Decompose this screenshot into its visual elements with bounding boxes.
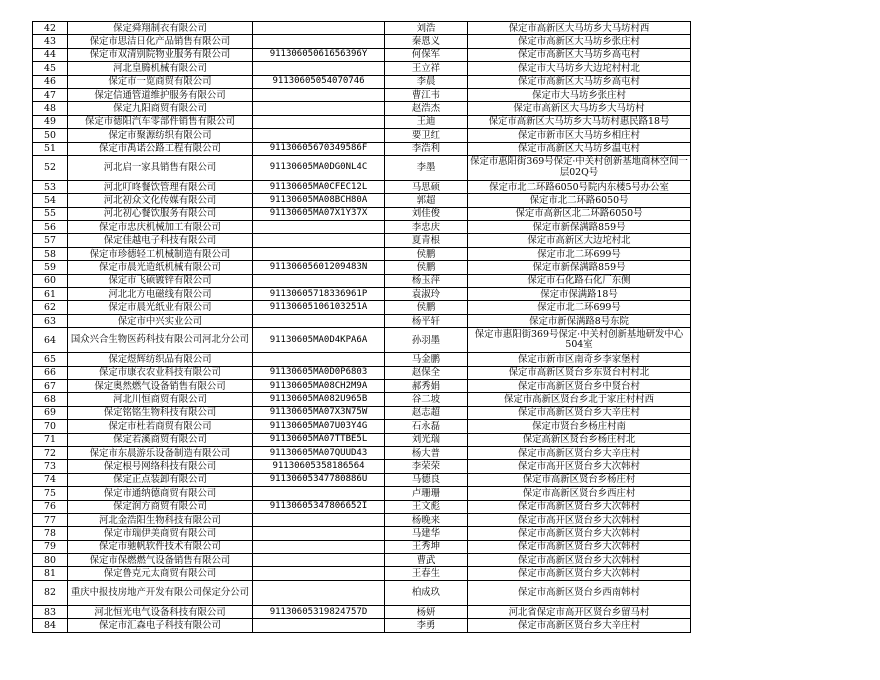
- row-number-cell: 79: [33, 540, 68, 553]
- table-row: [33, 62, 691, 75]
- contact-person-cell: 赵志超: [385, 406, 468, 419]
- credit-code-cell: 91130605MA07QUUD43: [253, 446, 385, 459]
- address-cell: 保定市高开区贤台乡大次韩村: [468, 513, 691, 526]
- company-name-cell: 保定市通纳德商贸有限公司: [68, 487, 253, 500]
- credit-code-cell: [253, 129, 385, 142]
- row-number-cell: 74: [33, 473, 68, 486]
- address-cell: 保定市高新区贤台乡大辛庄村: [468, 619, 691, 632]
- row-number-cell: 83: [33, 605, 68, 618]
- company-name-cell: 国众兴合生物医药科技有限公司河北分公司: [68, 328, 253, 353]
- row-number-cell: 62: [33, 301, 68, 314]
- address-cell: 保定市新保满路859号: [468, 221, 691, 234]
- address-cell: 保定市新市区南奇乡李家堡村: [468, 353, 691, 366]
- contact-person-cell: 孙羽墨: [385, 328, 468, 353]
- table-row: [33, 301, 691, 314]
- table-row: [33, 366, 691, 379]
- credit-code-cell: 91130605347806652I: [253, 500, 385, 513]
- table-row: [33, 194, 691, 207]
- contact-person-cell: 侯鹏: [385, 301, 468, 314]
- table-row: [33, 234, 691, 247]
- table-row: [33, 115, 691, 128]
- credit-code-cell: 91130605MA08CH2M9A: [253, 379, 385, 392]
- row-number-cell: 57: [33, 234, 68, 247]
- contact-person-cell: 马思硕: [385, 180, 468, 193]
- address-cell: 河北省保定市高开区贤台乡留马村: [468, 605, 691, 618]
- company-name-cell: 保定根号网络科技有限公司: [68, 460, 253, 473]
- table-row: [33, 75, 691, 88]
- credit-code-cell: [253, 540, 385, 553]
- company-name-cell: 河北启一家具销售有限公司: [68, 155, 253, 180]
- address-cell: 保定市高新区贤台乡大次韩村: [468, 500, 691, 513]
- table-row: [33, 274, 691, 287]
- row-number-cell: 63: [33, 314, 68, 327]
- credit-code-cell: [253, 35, 385, 48]
- credit-code-cell: [253, 221, 385, 234]
- row-number-cell: 53: [33, 180, 68, 193]
- row-number-cell: 72: [33, 446, 68, 459]
- company-name-cell: 保定市双清别院物业服务有限公司: [68, 48, 253, 61]
- address-cell: 保定市高新区北二环路6050号: [468, 207, 691, 220]
- address-cell: 保定市高新区贤台乡杨庄村: [468, 473, 691, 486]
- table-row: [33, 554, 691, 567]
- credit-code-cell: 91130605MA07X1Y37X: [253, 207, 385, 220]
- company-name-cell: 保定市忠庆机械加工有限公司: [68, 221, 253, 234]
- table-row: [33, 155, 691, 180]
- company-name-cell: 河北皇腾机械有限公司: [68, 62, 253, 75]
- company-name-cell: 河北金浩阳生物科技有限公司: [68, 513, 253, 526]
- row-number-cell: 61: [33, 288, 68, 301]
- address-cell: 保定市高新区大边坨村北: [468, 234, 691, 247]
- table-row: [33, 393, 691, 406]
- company-name-cell: 保定正点装卸有限公司: [68, 473, 253, 486]
- contact-person-cell: 李勇: [385, 619, 468, 632]
- row-number-cell: 60: [33, 274, 68, 287]
- address-cell: 保定市惠阳街369号保定·中关村创新基地研发中心504室: [468, 328, 691, 353]
- company-name-cell: 保定市思洁日化产品销售有限公司: [68, 35, 253, 48]
- row-number-cell: 82: [33, 580, 68, 605]
- row-number-cell: 81: [33, 567, 68, 580]
- address-cell: 保定市高新区贤台乡大次韩村: [468, 527, 691, 540]
- address-cell: 保定市高新区大马坊乡大马坊村: [468, 102, 691, 115]
- row-number-cell: 75: [33, 487, 68, 500]
- row-number-cell: 49: [33, 115, 68, 128]
- credit-code-cell: 91130605MA0D0P6803: [253, 366, 385, 379]
- company-name-cell: 保定信通管道维护服务有限公司: [68, 88, 253, 101]
- company-name-cell: 河北川恒商贸有限公司: [68, 393, 253, 406]
- contact-person-cell: 袁淑玲: [385, 288, 468, 301]
- credit-code-cell: [253, 247, 385, 260]
- contact-person-cell: 马德良: [385, 473, 468, 486]
- row-number-cell: 70: [33, 420, 68, 433]
- row-number-cell: 45: [33, 62, 68, 75]
- table-body: [33, 22, 691, 633]
- contact-person-cell: 李浩利: [385, 142, 468, 155]
- table-row: [33, 513, 691, 526]
- address-cell: 保定市高新区大马坊乡高屯村: [468, 48, 691, 61]
- address-cell: 保定市高新区贤台乡大辛庄村: [468, 446, 691, 459]
- address-cell: 保定市保满路18号: [468, 288, 691, 301]
- contact-person-cell: 卢珊珊: [385, 487, 468, 500]
- row-number-cell: 65: [33, 353, 68, 366]
- credit-code-cell: [253, 580, 385, 605]
- credit-code-cell: 91130605MA07TTBE5L: [253, 433, 385, 446]
- credit-code-cell: [253, 353, 385, 366]
- credit-code-cell: 91130605670349586F: [253, 142, 385, 155]
- credit-code-cell: [253, 274, 385, 287]
- contact-person-cell: 王秀坤: [385, 540, 468, 553]
- contact-person-cell: 赵浩杰: [385, 102, 468, 115]
- table-row: [33, 567, 691, 580]
- address-cell: 保定市北二环699号: [468, 301, 691, 314]
- address-cell: 保定市北二环路6050号院内东楼5号办公室: [468, 180, 691, 193]
- address-cell: 保定市高新区大马坊乡大马坊村惠民路18号: [468, 115, 691, 128]
- credit-code-cell: 91130605MA07U03Y4G: [253, 420, 385, 433]
- company-name-cell: 保定市东晨游乐设备制造有限公司: [68, 446, 253, 459]
- row-number-cell: 56: [33, 221, 68, 234]
- row-number-cell: 84: [33, 619, 68, 632]
- row-number-cell: 73: [33, 460, 68, 473]
- contact-person-cell: 柏成玖: [385, 580, 468, 605]
- company-name-cell: 保定市晨光造纸机械有限公司: [68, 261, 253, 274]
- credit-code-cell: [253, 619, 385, 632]
- company-name-cell: 保定市晨光纸业有限公司: [68, 301, 253, 314]
- table-row: [33, 446, 691, 459]
- address-cell: 保定市高新区大马坊乡温屯村: [468, 142, 691, 155]
- contact-person-cell: 王春生: [385, 567, 468, 580]
- contact-person-cell: 杨玉萍: [385, 274, 468, 287]
- table-row: [33, 261, 691, 274]
- contact-person-cell: 秦恩义: [385, 35, 468, 48]
- table-row: [33, 353, 691, 366]
- credit-code-cell: 91130605MA07X3N75W: [253, 406, 385, 419]
- company-name-cell: 河北初众文化传媒有限公司: [68, 194, 253, 207]
- contact-person-cell: 刘佳俊: [385, 207, 468, 220]
- credit-code-cell: 91130605358186564: [253, 460, 385, 473]
- address-cell: 保定市大马坊乡张庄村: [468, 88, 691, 101]
- company-name-cell: 河北叮咚餐饮管理有限公司: [68, 180, 253, 193]
- row-number-cell: 78: [33, 527, 68, 540]
- credit-code-cell: [253, 88, 385, 101]
- row-number-cell: 48: [33, 102, 68, 115]
- company-name-cell: 保定市杜若商贸有限公司: [68, 420, 253, 433]
- table-row: [33, 247, 691, 260]
- row-number-cell: 64: [33, 328, 68, 353]
- address-cell: 保定市高新区贤台乡大辛庄村: [468, 406, 691, 419]
- table-row: [33, 460, 691, 473]
- company-name-cell: 保定市瑞伊美商贸有限公司: [68, 527, 253, 540]
- company-name-cell: 保定市汇森电子科技有限公司: [68, 619, 253, 632]
- table-row: [33, 22, 691, 35]
- address-cell: 保定市新市区大马坊乡相庄村: [468, 129, 691, 142]
- table-row: [33, 406, 691, 419]
- credit-code-cell: [253, 513, 385, 526]
- row-number-cell: 76: [33, 500, 68, 513]
- row-number-cell: 52: [33, 155, 68, 180]
- credit-code-cell: [253, 62, 385, 75]
- row-number-cell: 55: [33, 207, 68, 220]
- contact-person-cell: 谷二坡: [385, 393, 468, 406]
- table-row: [33, 314, 691, 327]
- table-row: [33, 540, 691, 553]
- credit-code-cell: 91130605601209483N: [253, 261, 385, 274]
- contact-person-cell: 王文彪: [385, 500, 468, 513]
- row-number-cell: 80: [33, 554, 68, 567]
- company-name-cell: 保定鲁克元太商贸有限公司: [68, 567, 253, 580]
- company-name-cell: 保定煜辉纺织品有限公司: [68, 353, 253, 366]
- table-row: [33, 288, 691, 301]
- contact-person-cell: 杨大普: [385, 446, 468, 459]
- company-name-cell: 河北初心餐饮服务有限公司: [68, 207, 253, 220]
- credit-code-cell: 91130605347780886U: [253, 473, 385, 486]
- table-row: [33, 433, 691, 446]
- contact-person-cell: 刘浩: [385, 22, 468, 35]
- contact-person-cell: 郭超: [385, 194, 468, 207]
- address-cell: 保定市高新区大马坊乡大马坊村西: [468, 22, 691, 35]
- company-name-cell: 保定舜翔制衣有限公司: [68, 22, 253, 35]
- table-row: [33, 180, 691, 193]
- credit-code-cell: [253, 22, 385, 35]
- credit-code-cell: 91130605106103251A: [253, 301, 385, 314]
- company-name-cell: 保定九阳商贸有限公司: [68, 102, 253, 115]
- row-number-cell: 68: [33, 393, 68, 406]
- company-name-cell: 保定市德阳汽车零部件销售有限公司: [68, 115, 253, 128]
- credit-code-cell: [253, 487, 385, 500]
- company-name-cell: 保定市保燃燃气设备销售有限公司: [68, 554, 253, 567]
- contact-person-cell: 杨晚来: [385, 513, 468, 526]
- contact-person-cell: 石永磊: [385, 420, 468, 433]
- row-number-cell: 50: [33, 129, 68, 142]
- contact-person-cell: 李晨: [385, 75, 468, 88]
- row-number-cell: 58: [33, 247, 68, 260]
- contact-person-cell: 赵保全: [385, 366, 468, 379]
- contact-person-cell: 马建华: [385, 527, 468, 540]
- credit-code-cell: 91130605MA082U965B: [253, 393, 385, 406]
- table-row: [33, 379, 691, 392]
- row-number-cell: 66: [33, 366, 68, 379]
- credit-code-cell: 91130605054070746: [253, 75, 385, 88]
- table-row: [33, 500, 691, 513]
- company-name-cell: 保定润方商贸有限公司: [68, 500, 253, 513]
- address-cell: 保定市新保满路859号: [468, 261, 691, 274]
- company-name-cell: 重庆中报技房地产开发有限公司保定分公司: [68, 580, 253, 605]
- contact-person-cell: 要卫红: [385, 129, 468, 142]
- row-number-cell: 54: [33, 194, 68, 207]
- contact-person-cell: 曹武: [385, 554, 468, 567]
- table-row: [33, 527, 691, 540]
- row-number-cell: 47: [33, 88, 68, 101]
- row-number-cell: 51: [33, 142, 68, 155]
- table-row: [33, 605, 691, 618]
- address-cell: 保定市高新区大马坊乡张庄村: [468, 35, 691, 48]
- address-cell: 保定市高新区贤台乡东贤台村村北: [468, 366, 691, 379]
- address-cell: 保定市石化路石化厂东侧: [468, 274, 691, 287]
- address-cell: 保定市新保满路8号东院: [468, 314, 691, 327]
- address-cell: 保定市北二环路6050号: [468, 194, 691, 207]
- company-name-cell: 保定市飞硕镀锌有限公司: [68, 274, 253, 287]
- row-number-cell: 59: [33, 261, 68, 274]
- contact-person-cell: 马金鹏: [385, 353, 468, 366]
- contact-person-cell: 李荣荣: [385, 460, 468, 473]
- row-number-cell: 44: [33, 48, 68, 61]
- row-number-cell: 67: [33, 379, 68, 392]
- company-name-cell: 保定铭铭生物科技有限公司: [68, 406, 253, 419]
- credit-code-cell: 91130605MA0CFEC12L: [253, 180, 385, 193]
- contact-person-cell: 李忠庆: [385, 221, 468, 234]
- table-row: [33, 420, 691, 433]
- company-name-cell: 保定市中兴实业公司: [68, 314, 253, 327]
- table-row: [33, 221, 691, 234]
- table-row: [33, 35, 691, 48]
- table-row: [33, 102, 691, 115]
- contact-person-cell: 夏青根: [385, 234, 468, 247]
- company-name-cell: 保定奥然燃气设备销售有限公司: [68, 379, 253, 392]
- table-row: [33, 142, 691, 155]
- address-cell: 保定市高新区贤台乡北于家庄村村西: [468, 393, 691, 406]
- address-cell: 保定市高新区贤台乡西庄村: [468, 487, 691, 500]
- company-name-cell: 河北恒光电气设备科技有限公司: [68, 605, 253, 618]
- address-cell: 保定市高开区贤台乡大次韩村: [468, 460, 691, 473]
- address-cell: 保定高新区贤台乡杨庄村北: [468, 433, 691, 446]
- table-row: [33, 48, 691, 61]
- row-number-cell: 69: [33, 406, 68, 419]
- address-cell: 保定市高新区贤台乡西南韩村: [468, 580, 691, 605]
- contact-person-cell: 郝秀娟: [385, 379, 468, 392]
- table-row: [33, 580, 691, 605]
- address-cell: 保定市北二环699号: [468, 247, 691, 260]
- table-row: [33, 207, 691, 220]
- credit-code-cell: 91130605MA0D4KPA6A: [253, 328, 385, 353]
- contact-person-cell: 杨妍: [385, 605, 468, 618]
- credit-code-cell: [253, 527, 385, 540]
- address-cell: 保定市高新区贤台乡大次韩村: [468, 567, 691, 580]
- credit-code-cell: 91130605061656396Y: [253, 48, 385, 61]
- credit-code-cell: 91130605718336961P: [253, 288, 385, 301]
- credit-code-cell: [253, 314, 385, 327]
- company-name-cell: 保定市驰帆软件技术有限公司: [68, 540, 253, 553]
- contact-person-cell: 何保军: [385, 48, 468, 61]
- credit-code-cell: 91130605319824757D: [253, 605, 385, 618]
- table-row: [33, 619, 691, 632]
- row-number-cell: 42: [33, 22, 68, 35]
- table-row: [33, 328, 691, 353]
- row-number-cell: 77: [33, 513, 68, 526]
- credit-code-cell: 91130605MA0DG0NL4C: [253, 155, 385, 180]
- address-cell: 保定市惠阳街369号保定·中关村创新基地商林空间一层02Q号: [468, 155, 691, 180]
- company-name-cell: 河北北方电磁线有限公司: [68, 288, 253, 301]
- contact-person-cell: 刘光瑞: [385, 433, 468, 446]
- contact-person-cell: 王迪: [385, 115, 468, 128]
- contact-person-cell: 王立祥: [385, 62, 468, 75]
- company-name-cell: 保定市一览商贸有限公司: [68, 75, 253, 88]
- company-table: [32, 21, 691, 633]
- company-name-cell: 保定市珍德轻工机械制造有限公司: [68, 247, 253, 260]
- company-name-cell: 保定市聚源纺织有限公司: [68, 129, 253, 142]
- credit-code-cell: [253, 554, 385, 567]
- table-row: [33, 473, 691, 486]
- company-name-cell: 保定佳越电子科技有限公司: [68, 234, 253, 247]
- credit-code-cell: [253, 567, 385, 580]
- credit-code-cell: [253, 115, 385, 128]
- company-name-cell: 保定市康衣农业科技有限公司: [68, 366, 253, 379]
- address-cell: 保定市高新区大马坊乡高屯村: [468, 75, 691, 88]
- address-cell: 保定市高新区贤台乡大次韩村: [468, 554, 691, 567]
- address-cell: 保定市高新区贤台乡大次韩村: [468, 540, 691, 553]
- row-number-cell: 43: [33, 35, 68, 48]
- table-row: [33, 88, 691, 101]
- company-name-cell: 保定若溪商贸有限公司: [68, 433, 253, 446]
- address-cell: 保定市大马坊乡大边坨村村北: [468, 62, 691, 75]
- row-number-cell: 71: [33, 433, 68, 446]
- credit-code-cell: [253, 234, 385, 247]
- contact-person-cell: 侯鹏: [385, 261, 468, 274]
- contact-person-cell: 李墨: [385, 155, 468, 180]
- credit-code-cell: [253, 102, 385, 115]
- contact-person-cell: 杨平轩: [385, 314, 468, 327]
- address-cell: 保定市高新区贤台乡中贤台村: [468, 379, 691, 392]
- company-name-cell: 保定市禹诺公路工程有限公司: [68, 142, 253, 155]
- contact-person-cell: 曹江韦: [385, 88, 468, 101]
- address-cell: 保定市贤台乡杨庄村南: [468, 420, 691, 433]
- table-row: [33, 129, 691, 142]
- table-row: [33, 487, 691, 500]
- row-number-cell: 46: [33, 75, 68, 88]
- credit-code-cell: 91130605MA08BCH80A: [253, 194, 385, 207]
- contact-person-cell: 侯鹏: [385, 247, 468, 260]
